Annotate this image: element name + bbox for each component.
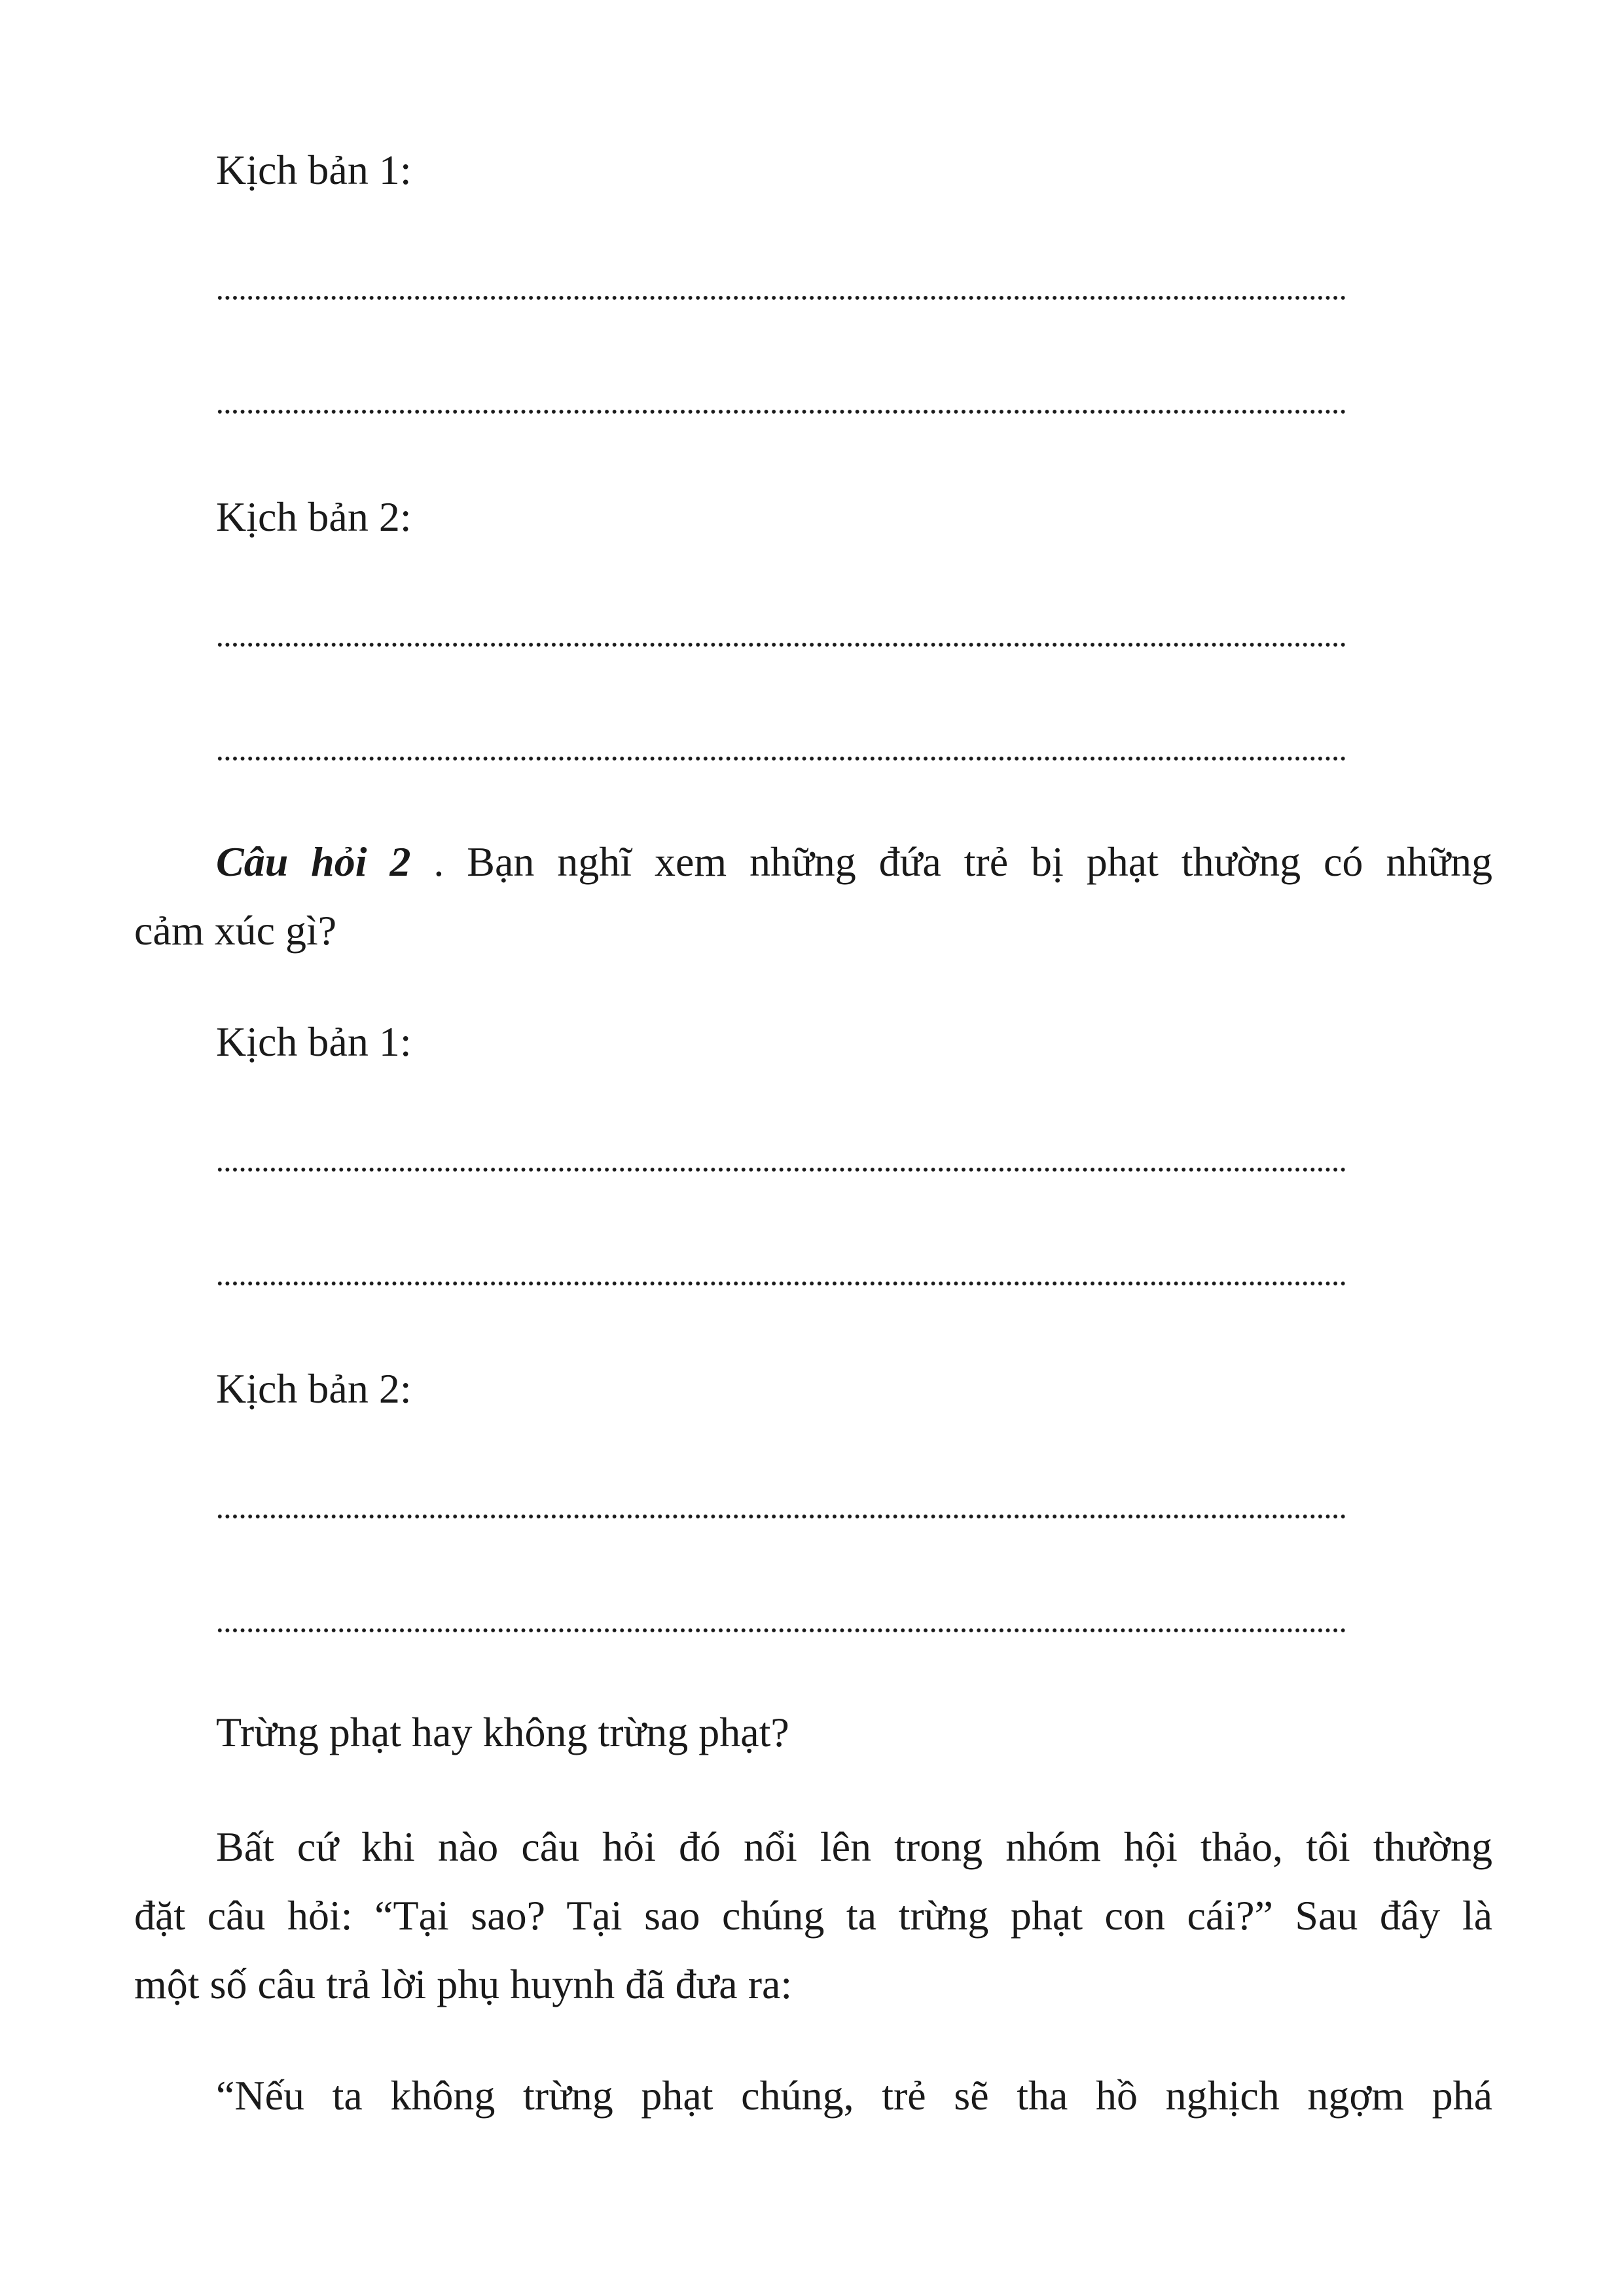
paragraph-1-line-2: đặt câu hỏi: “Tại sao? Tại sao chúng ta trừng phạt con cái?” Sau đây là (134, 1892, 1492, 1939)
question-2-line-1 (216, 838, 1493, 885)
section-heading: Trừng phạt hay không trừng phạt? (216, 1709, 789, 1755)
question-2-text: . Bạn nghĩ xem những đứa trẻ bị phạt thường có những (410, 838, 1493, 885)
answer-dotted-line (216, 295, 1348, 301)
answer-dotted-line (216, 408, 1348, 415)
scenario-1-label: Kịch bản 1: (216, 1018, 412, 1065)
question-2-label: Câu hỏi 2 (216, 838, 411, 885)
scenario-2-label: Kịch bản 2: (216, 1365, 412, 1412)
question-2-line-2: cảm xúc gì? (134, 907, 337, 954)
paragraph-1-line-3: một số câu trả lời phụ huynh đã đưa ra: (134, 1961, 793, 2007)
scenario-1-label: Kịch bản 1: (216, 147, 412, 193)
answer-dotted-line (216, 1513, 1348, 1520)
scenario-2-label: Kịch bản 2: (216, 493, 412, 540)
answer-dotted-line (216, 1280, 1348, 1287)
paragraph-1-line-1: Bất cứ khi nào câu hỏi đó nổi lên trong nhóm hội thảo, tôi thường (216, 1823, 1492, 1870)
answer-dotted-line (216, 1166, 1348, 1173)
paragraph-2-line-1: “Nếu ta không trừng phạt chúng, trẻ sẽ tha hồ nghịch ngợm phá (216, 2072, 1492, 2119)
answer-dotted-line (216, 1627, 1348, 1634)
answer-dotted-line (216, 755, 1348, 762)
answer-dotted-line (216, 641, 1348, 648)
